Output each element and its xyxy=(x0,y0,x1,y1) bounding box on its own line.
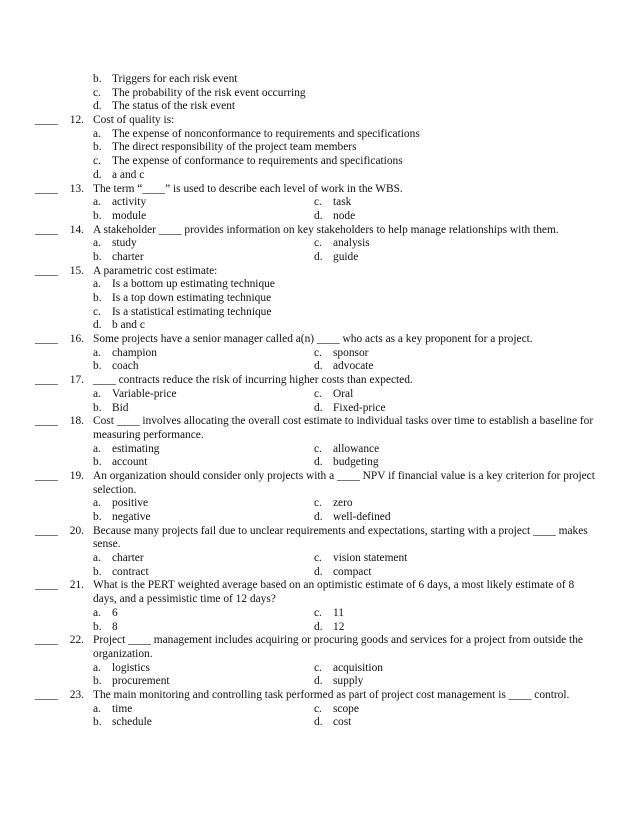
option-letter: d. xyxy=(314,360,323,373)
option-text: coach xyxy=(112,360,139,373)
option-row xyxy=(0,621,638,635)
option-text: advocate xyxy=(333,360,374,373)
option-letter: a. xyxy=(93,346,101,359)
option-row xyxy=(0,237,638,251)
option-text: charter xyxy=(112,250,144,263)
option-text: analysis xyxy=(333,237,370,250)
option-letter: d. xyxy=(93,100,102,113)
question-stem: selection. xyxy=(93,483,137,496)
question-number: 14. xyxy=(69,223,84,236)
option-letter: b. xyxy=(93,716,102,729)
option-row xyxy=(0,210,638,224)
option-letter: b. xyxy=(93,73,102,85)
option-text: champion xyxy=(112,346,157,359)
option-text: Oral xyxy=(333,387,354,400)
option-letter: c. xyxy=(314,702,322,715)
option-text: time xyxy=(112,702,133,715)
option-text: 11 xyxy=(333,606,344,619)
option-letter: c. xyxy=(314,442,322,455)
option-text: node xyxy=(333,209,356,222)
option-letter: c. xyxy=(314,196,322,209)
question-stem: An organization should consider only projects with a ____ NPV if financial value is a key criterion for project xyxy=(93,469,595,482)
option-letter: a. xyxy=(93,606,101,619)
option-text: supply xyxy=(333,675,364,688)
question-stem-line xyxy=(0,634,638,648)
question-number: 16. xyxy=(69,333,84,346)
question-13 xyxy=(0,183,638,224)
option-letter: a. xyxy=(93,442,101,455)
option-row xyxy=(0,388,638,402)
question-stem: ____ contracts reduce the risk of incurring higher costs than expected. xyxy=(93,374,413,387)
option-text: budgeting xyxy=(333,456,379,469)
question-stem: Cost ____ involves allocating the overall cost estimate to individual tasks over time to establish a baseline for xyxy=(93,415,594,428)
option-letter: d. xyxy=(314,620,323,633)
option-letter: a. xyxy=(93,127,101,140)
option-letter: b. xyxy=(93,401,102,414)
option-text: b and c xyxy=(112,319,145,332)
option-row xyxy=(0,402,638,416)
question-stem: sense. xyxy=(93,538,121,551)
question-20 xyxy=(0,525,638,580)
question-stem-line xyxy=(0,374,638,388)
question-number: 17. xyxy=(69,374,84,387)
question-stem: A parametric cost estimate: xyxy=(93,264,218,277)
option-letter: b. xyxy=(93,620,102,633)
option-text: sponsor xyxy=(333,346,369,359)
option-text: compact xyxy=(333,565,372,578)
option-text: Is a bottom up estimating technique xyxy=(112,278,275,291)
option-text: well-defined xyxy=(333,511,391,523)
option-letter: c. xyxy=(93,86,101,99)
option-text: Variable-price xyxy=(112,387,177,400)
option-row xyxy=(0,566,638,580)
option-row xyxy=(0,360,638,374)
option-text: scope xyxy=(333,702,359,715)
option-row xyxy=(0,251,638,265)
option-text: 12 xyxy=(333,620,345,633)
answer-blank: ____ xyxy=(35,333,58,346)
option-text: schedule xyxy=(112,716,152,729)
question-stem: The term “____” is used to describe each level of work in the WBS. xyxy=(93,182,403,195)
option-row xyxy=(0,607,638,621)
question-stem-continuation xyxy=(0,429,638,443)
question-stem: Some projects have a senior manager called a(n) ____ who acts as a key proponent for a project. xyxy=(93,333,533,346)
option-row xyxy=(0,703,638,717)
question-stem: Project ____ management includes acquiring or procuring goods and services for a project from outside the xyxy=(93,634,583,647)
option-letter: b. xyxy=(93,675,102,688)
option-text: Fixed-price xyxy=(333,401,386,414)
option-text: The probability of the risk event occurring xyxy=(112,86,306,99)
answer-blank: ____ xyxy=(35,469,58,482)
question-stem-line xyxy=(0,333,638,347)
question-stem-line xyxy=(0,224,638,238)
option-row xyxy=(0,456,638,470)
option-line xyxy=(0,128,638,142)
option-line xyxy=(0,319,638,333)
option-text: zero xyxy=(333,497,353,510)
question-17 xyxy=(0,374,638,415)
option-letter: d. xyxy=(314,675,323,688)
question-number: 22. xyxy=(69,634,84,647)
question-14 xyxy=(0,224,638,265)
question-stem-line xyxy=(0,470,638,484)
option-letter: c. xyxy=(93,155,101,168)
option-text: vision statement xyxy=(333,552,408,565)
exam-page xyxy=(0,73,638,730)
option-text: Is a top down estimating technique xyxy=(112,292,272,304)
option-letter: b. xyxy=(93,360,102,373)
option-letter: b. xyxy=(93,511,102,523)
option-line xyxy=(0,73,638,87)
option-letter: c. xyxy=(314,606,322,619)
option-line xyxy=(0,278,638,292)
question-stem-line xyxy=(0,114,638,128)
option-letter: d. xyxy=(314,250,323,263)
option-text: positive xyxy=(112,497,149,510)
option-text: activity xyxy=(112,196,147,209)
question-stem-continuation xyxy=(0,538,638,552)
question-stem: organization. xyxy=(93,647,153,660)
option-letter: b. xyxy=(93,141,102,154)
answer-blank: ____ xyxy=(35,634,58,647)
option-text: cost xyxy=(333,716,352,729)
answer-blank: ____ xyxy=(35,688,58,701)
option-text: account xyxy=(112,456,148,469)
question-19 xyxy=(0,470,638,525)
option-letter: a. xyxy=(93,552,101,565)
option-letter: c. xyxy=(314,237,322,250)
option-letter: a. xyxy=(93,196,101,209)
option-letter: d. xyxy=(314,716,323,729)
question-stem: The main monitoring and controlling task performed as part of project cost management is ____ control. xyxy=(93,688,570,701)
option-text: Is a statistical estimating technique xyxy=(112,305,272,318)
option-text: acquisition xyxy=(333,661,383,674)
option-text: contract xyxy=(112,565,149,578)
question-12 xyxy=(0,114,638,182)
option-text: Bid xyxy=(112,401,129,414)
question-21 xyxy=(0,579,638,634)
question-number: 20. xyxy=(69,524,84,537)
option-text: The status of the risk event xyxy=(112,100,236,113)
question-number: 18. xyxy=(69,415,84,428)
option-text: estimating xyxy=(112,442,160,455)
option-row xyxy=(0,196,638,210)
answer-blank: ____ xyxy=(35,579,58,592)
option-letter: a. xyxy=(93,278,101,291)
option-line xyxy=(0,100,638,114)
option-text: Triggers for each risk event xyxy=(112,73,238,85)
option-text: procurement xyxy=(112,675,170,688)
option-letter: d. xyxy=(314,401,323,414)
option-row xyxy=(0,443,638,457)
option-letter: c. xyxy=(314,346,322,359)
option-row xyxy=(0,675,638,689)
option-row xyxy=(0,716,638,730)
option-letter: a. xyxy=(93,661,101,674)
question-stem-line xyxy=(0,415,638,429)
question-23 xyxy=(0,689,638,730)
question-number: 15. xyxy=(69,264,84,277)
question-15 xyxy=(0,265,638,333)
question-18 xyxy=(0,415,638,470)
option-row xyxy=(0,511,638,525)
question-number: 12. xyxy=(69,114,84,127)
option-row xyxy=(0,662,638,676)
option-letter: d. xyxy=(314,456,323,469)
option-letter: d. xyxy=(314,565,323,578)
answer-blank: ____ xyxy=(35,524,58,537)
option-text: 6 xyxy=(112,606,118,619)
intro-options xyxy=(0,73,638,114)
option-text: a and c xyxy=(112,168,145,181)
option-letter: c. xyxy=(314,387,322,400)
question-stem-line xyxy=(0,525,638,539)
option-line xyxy=(0,169,638,183)
option-letter: c. xyxy=(93,305,101,318)
question-stem-line xyxy=(0,183,638,197)
option-text: logistics xyxy=(112,661,150,674)
question-22 xyxy=(0,634,638,689)
question-number: 23. xyxy=(69,688,84,701)
answer-blank: ____ xyxy=(35,264,58,277)
option-text: task xyxy=(333,196,352,209)
option-letter: a. xyxy=(93,237,101,250)
option-text: module xyxy=(112,209,147,222)
question-stem: A stakeholder ____ provides information on key stakeholders to help manage relationships with them. xyxy=(93,223,559,236)
option-letter: b. xyxy=(93,209,102,222)
option-text: The expense of conformance to requirements and specifications xyxy=(112,155,403,168)
option-row xyxy=(0,552,638,566)
question-stem-line xyxy=(0,265,638,279)
option-text: allowance xyxy=(333,442,380,455)
option-letter: d. xyxy=(314,209,323,222)
option-line xyxy=(0,292,638,306)
option-line xyxy=(0,141,638,155)
option-letter: a. xyxy=(93,702,101,715)
question-stem: Because many projects fail due to unclear requirements and expectations, starting with a project ____ makes xyxy=(93,524,588,537)
answer-blank: ____ xyxy=(35,182,58,195)
option-letter: c. xyxy=(314,497,322,510)
question-stem-line xyxy=(0,579,638,593)
option-letter: b. xyxy=(93,250,102,263)
option-line xyxy=(0,306,638,320)
question-stem: measuring performance. xyxy=(93,428,204,441)
question-stem-continuation xyxy=(0,593,638,607)
option-row xyxy=(0,497,638,511)
option-text: negative xyxy=(112,511,151,523)
answer-blank: ____ xyxy=(35,223,58,236)
question-number: 21. xyxy=(69,579,84,592)
option-text: The direct responsibility of the project team members xyxy=(112,141,357,154)
question-stem-continuation xyxy=(0,484,638,498)
option-row xyxy=(0,347,638,361)
option-letter: b. xyxy=(93,456,102,469)
option-text: guide xyxy=(333,250,359,263)
option-letter: d. xyxy=(93,319,102,332)
question-16 xyxy=(0,333,638,374)
option-text: The expense of nonconformance to requirements and specifications xyxy=(112,127,420,140)
answer-blank: ____ xyxy=(35,374,58,387)
option-letter: b. xyxy=(93,565,102,578)
option-letter: a. xyxy=(93,497,101,510)
option-letter: a. xyxy=(93,387,101,400)
option-line xyxy=(0,87,638,101)
question-stem: days, and a pessimistic time of 12 days? xyxy=(93,593,276,606)
question-stem-continuation xyxy=(0,648,638,662)
option-line xyxy=(0,155,638,169)
option-text: 8 xyxy=(112,620,118,633)
option-text: charter xyxy=(112,552,144,565)
option-letter: c. xyxy=(314,661,322,674)
option-letter: d. xyxy=(314,511,323,523)
answer-blank: ____ xyxy=(35,114,58,127)
option-letter: d. xyxy=(93,168,102,181)
option-letter: b. xyxy=(93,292,102,304)
option-text: study xyxy=(112,237,137,250)
question-number: 19. xyxy=(69,469,84,482)
question-number: 13. xyxy=(69,182,84,195)
question-stem: What is the PERT weighted average based on an optimistic estimate of 6 days, a most likely estimate of 8 xyxy=(93,579,575,592)
question-stem-line xyxy=(0,689,638,703)
option-letter: c. xyxy=(314,552,322,565)
answer-blank: ____ xyxy=(35,415,58,428)
question-stem: Cost of quality is: xyxy=(93,114,175,127)
